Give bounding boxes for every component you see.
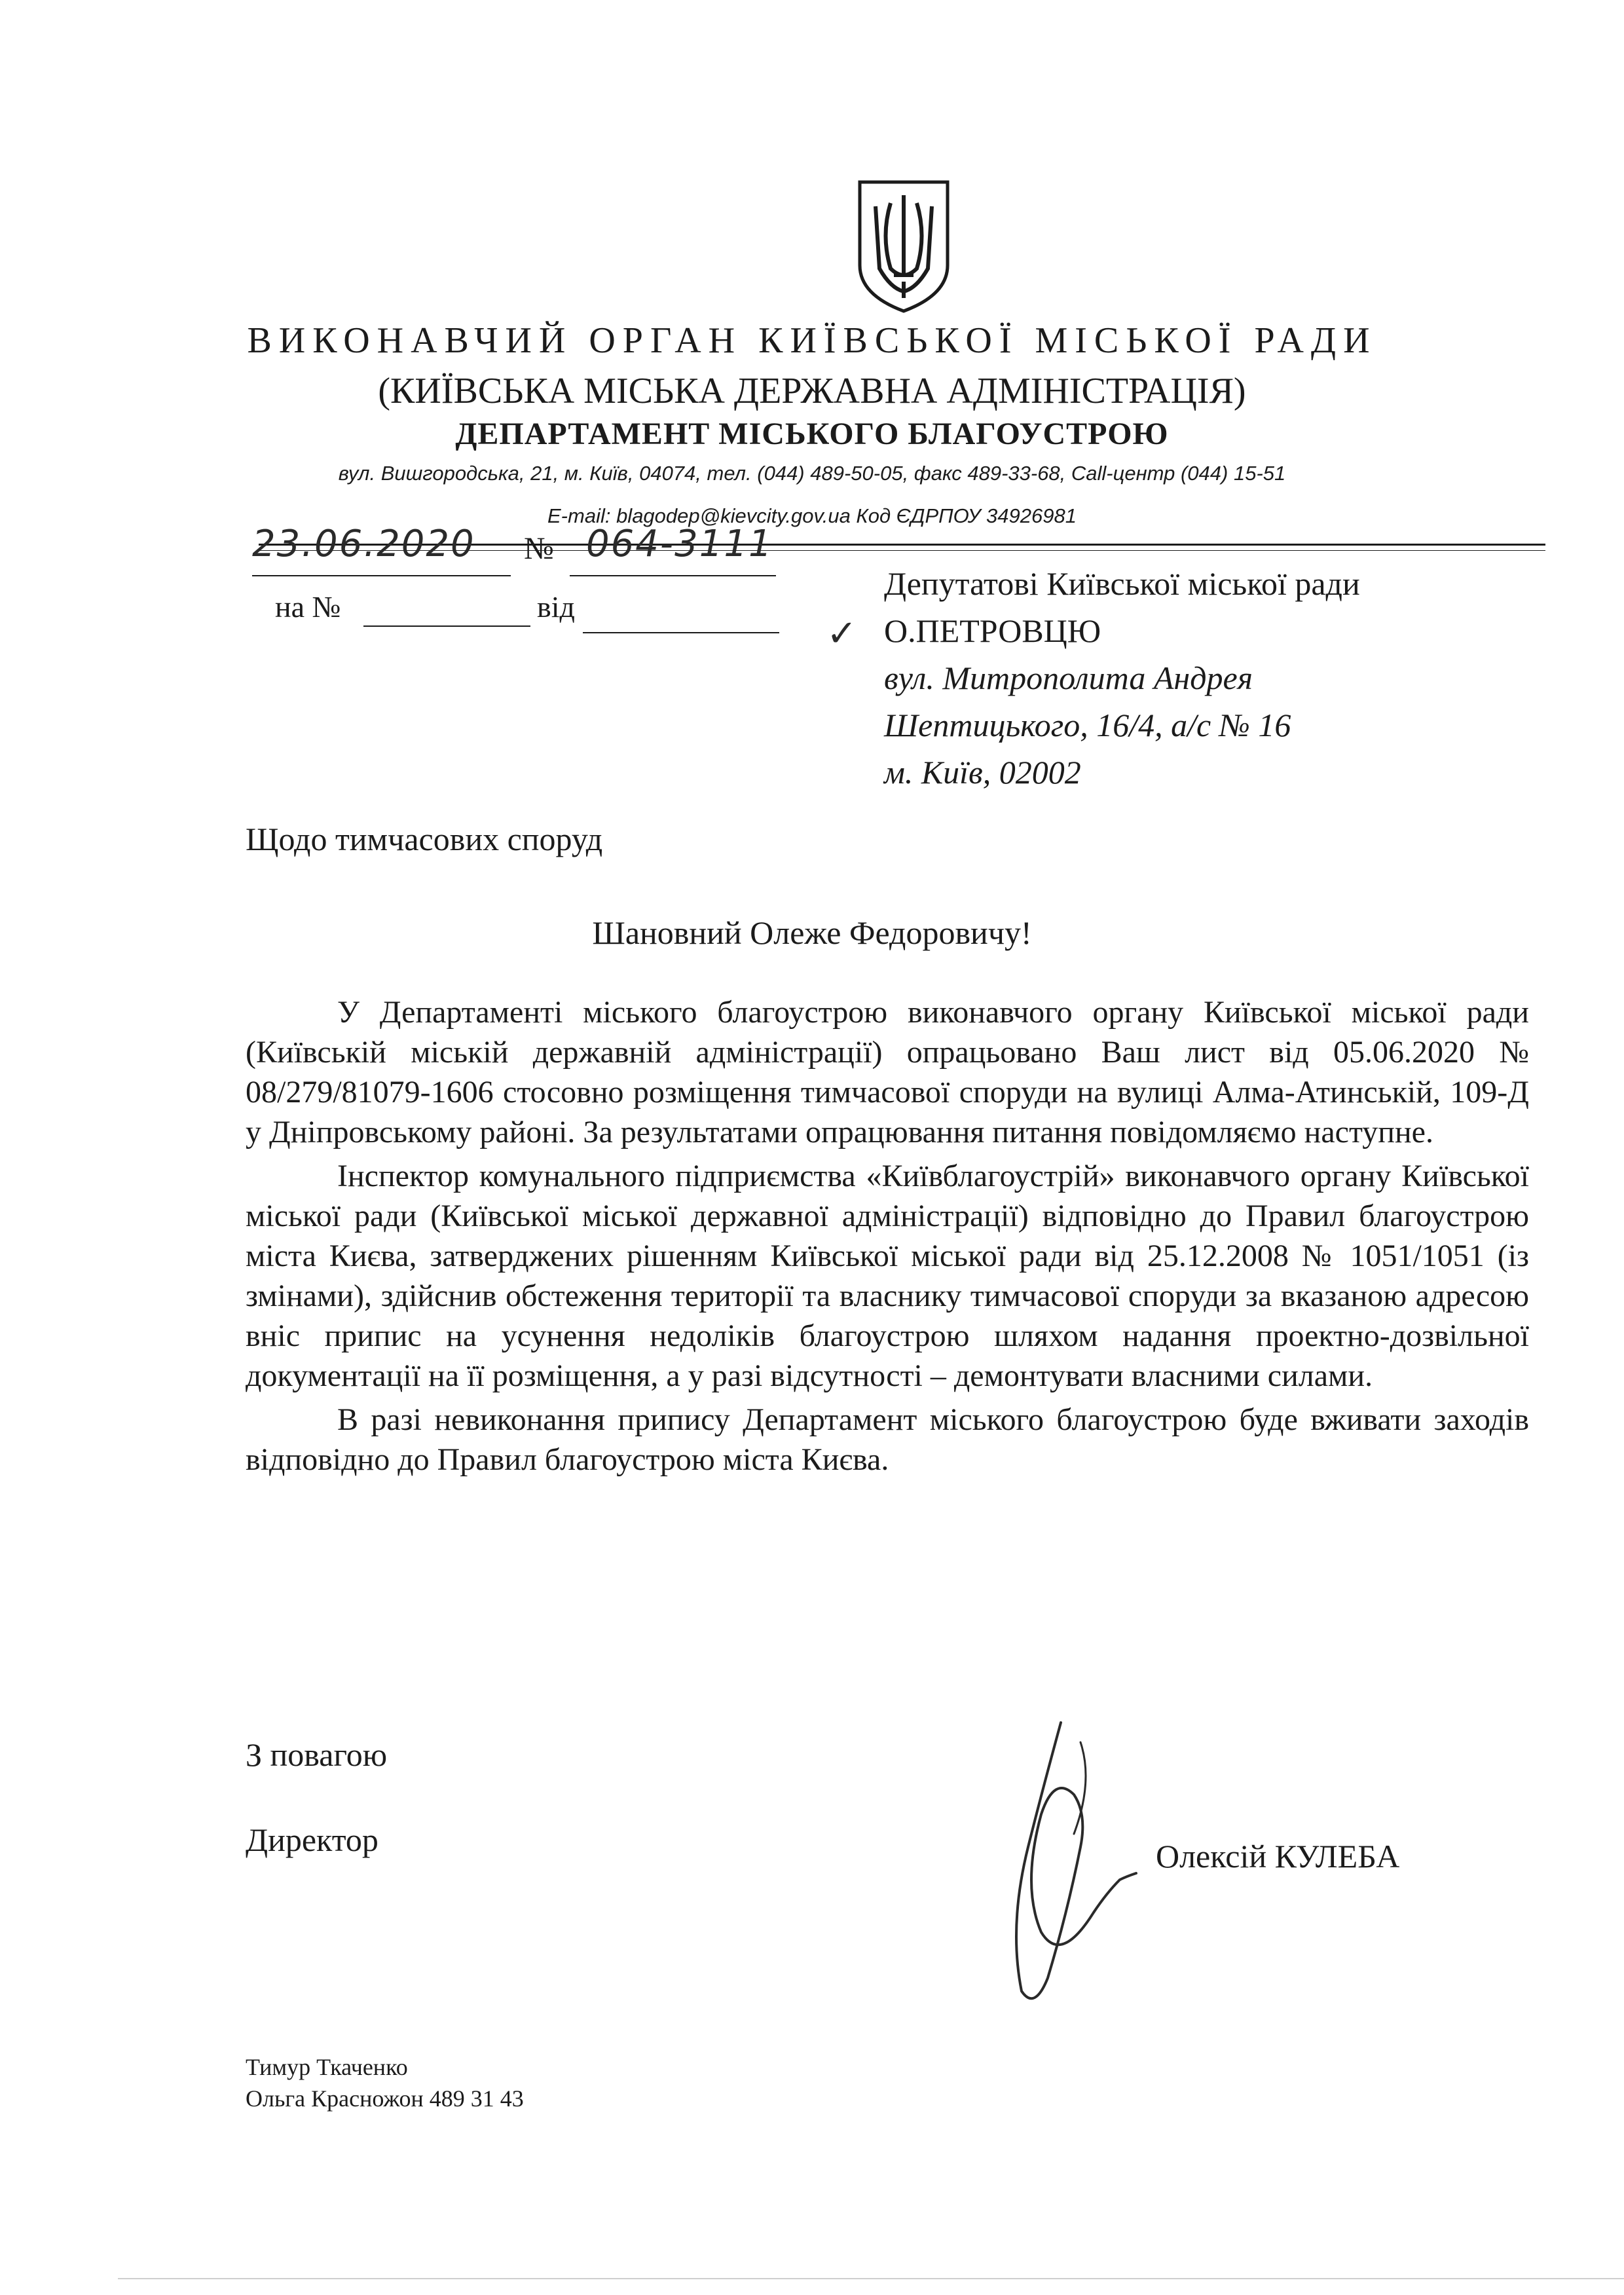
date-underline xyxy=(252,575,511,576)
number-sign: № xyxy=(524,531,554,566)
department-title: ДЕПАРТАМЕНТ МІСЬКОГО БЛАГОУСТРОЮ xyxy=(455,417,1169,451)
addressee-city: м. Київ, 02002 xyxy=(884,754,1081,791)
addressee-block xyxy=(884,560,1360,796)
org-email-code: E-mail: blagodep@kievcity.gov.ua Код ЄДРПОУ 34926981 xyxy=(547,504,1077,527)
scan-edge-line xyxy=(118,2278,1624,2279)
coat-of-arms-icon xyxy=(855,177,953,314)
addressee-title: Депутатові Київської міської ради xyxy=(884,565,1360,602)
signer-position: Директор xyxy=(246,1821,378,1858)
signer-name: Олексій КУЛЕБА xyxy=(1156,1838,1400,1875)
body-paragraph-2: Інспектор комунального підприємства «Київблагоустрій» виконавчого органу Київської міської ради (Київської міської державної адміністрації) відповідно до Правил благоустрою міста Києва, затверджених рішенням Київської міської ради від 25.12.2008 № 1051/1051 (із змінами), здійснив обстеження території та власнику тимчасової споруди за вказаною адресою вніс припис на усунення недоліків благоустрою шляхом надання проектно-дозвільної документації на її розміщення, а у разі відсутності – демонтувати власними силами. xyxy=(246,1159,1529,1393)
letter-greeting: Шановний Олеже Федоровичу! xyxy=(592,914,1032,951)
reference-number-line xyxy=(363,625,530,627)
check-mark: ✓ xyxy=(826,612,857,655)
executor-1: Тимур Ткаченко xyxy=(246,2054,408,2080)
org-address: вул. Вишгородська, 21, м. Київ, 04074, тел. (044) 489-50-05, факс 489-33-68, Call-центр (044) 15-51 xyxy=(338,462,1286,485)
executors-block xyxy=(246,2051,524,2114)
executor-2: Ольга Красножон 489 31 43 xyxy=(246,2085,524,2112)
letter-body xyxy=(246,992,1529,1480)
addressee-name: О.ПЕТРОВЦЮ xyxy=(884,612,1101,649)
reference-number-label: на № xyxy=(275,590,341,624)
outgoing-date: 23.06.2020 xyxy=(252,523,475,565)
org-title-line1: ВИКОНАВЧИЙ ОРГАН КИЇВСЬКОЇ МІСЬКОЇ РАДИ xyxy=(247,320,1377,361)
outgoing-number: 064-3111 xyxy=(586,523,773,565)
addressee-street: вул. Митрополита Андрея xyxy=(884,660,1253,696)
reference-date-line xyxy=(583,632,779,633)
handwritten-signature xyxy=(982,1716,1139,2017)
number-underline xyxy=(570,575,776,576)
reference-date-label: від xyxy=(537,590,575,624)
addressee-building: Шептицького, 16/4, а/с № 16 xyxy=(884,707,1291,743)
org-title-line2: (КИЇВСЬКА МІСЬКА ДЕРЖАВНА АДМІНІСТРАЦІЯ) xyxy=(378,371,1246,411)
closing-regards: З повагою xyxy=(246,1736,388,1773)
body-paragraph-3: В разі невиконання припису Департамент міського благоустрою буде вживати заходів відповідно до Правил благоустрою міста Києва. xyxy=(246,1402,1529,1477)
letter-subject: Щодо тимчасових споруд xyxy=(246,821,603,857)
body-paragraph-1: У Департаменті міського благоустрою виконавчого органу Київської міської ради (Київській міській державній адміністрації) опрацьовано Ваш лист від 05.06.2020 № 08/279/81079-1606 стосовно розміщення тимчасової споруди на вулиці Алма-Атинській, 109-Д у Дніпровському районі. За результатами опрацювання питання повідомляємо наступне. xyxy=(246,995,1529,1149)
